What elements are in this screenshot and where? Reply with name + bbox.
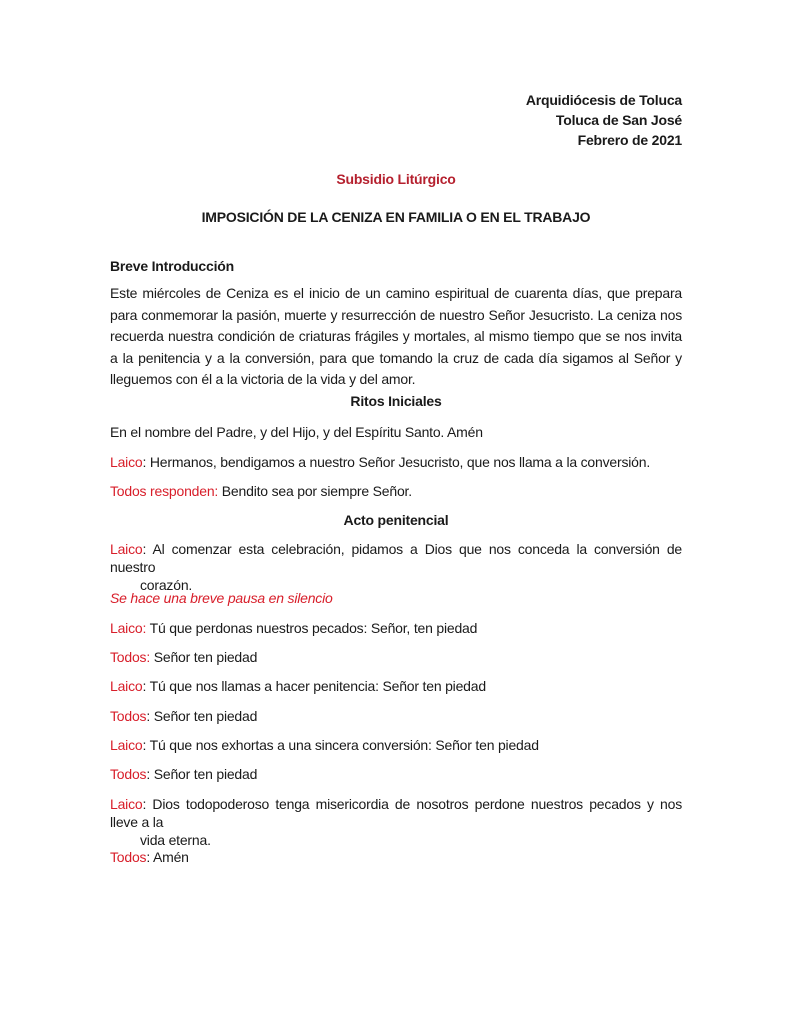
speaker-label: Laico: bbox=[110, 620, 147, 636]
speaker-label: Todos bbox=[110, 708, 147, 724]
dialogue-line: Todos: Señor ten piedad bbox=[110, 766, 258, 782]
speaker-label: Todos bbox=[110, 766, 147, 782]
line-text: Tú que nos llamas a hacer penitencia: Señor ten piedad bbox=[146, 678, 486, 694]
ritos-heading: Ritos Iniciales bbox=[350, 393, 442, 409]
intro-heading: Breve Introducción bbox=[110, 258, 234, 274]
document-title: IMPOSICIÓN DE LA CENIZA EN FAMILIA O EN EL TRABAJO bbox=[201, 209, 591, 225]
line-text: Hermanos, bendigamos a nuestro Señor Jesucristo, que nos llama a la conversión. bbox=[146, 454, 651, 470]
speaker-label: Laico bbox=[110, 737, 143, 753]
speaker-label: Laico bbox=[110, 541, 143, 557]
line-text: Dios todopoderoso tenga misericordia de nosotros perdone nuestros pecados y nos lleve a la bbox=[110, 796, 682, 830]
dialogue-line bbox=[110, 649, 682, 665]
dialogue-line: Laico: Hermanos, bendigamos a nuestro Señor Jesucristo, que nos llama a la conversión. bbox=[110, 454, 651, 470]
dialogue-line: Laico: Dios todopoderoso tenga misericordia de nosotros perdone nuestros pecados y nos lleve a la vida eterna. bbox=[110, 796, 682, 848]
dialogue-line: Laico: Tú que nos exhortas a una sincera conversión: Señor ten piedad bbox=[110, 737, 539, 753]
header-org: Arquidiócesis de Toluca bbox=[525, 92, 682, 108]
dialogue-line: Laico: Tú que nos llamas a hacer penitencia: Señor ten piedad bbox=[110, 678, 486, 694]
dialogue-line: Laico: Al comenzar esta celebración, pidamos a Dios que nos conceda la conversión de nuestro corazón. bbox=[110, 541, 682, 593]
intro-paragraph: Este miércoles de Ceniza es el inicio de un camino espiritual de cuarenta días, que prepara para conmemorar la pasión, muerte y resurrección de nuestro Señor Jesucristo. La ceniza nos recuerda nuestra condición de criaturas frágiles y mortales, al mismo tiempo que se nos invita a la penitencia y a la conversión, para que tomando la cruz de cada día sigamos al Señor y lleguemos con él a la victoria de la vida y del amor. bbox=[110, 285, 682, 388]
line-text: Tú que perdonas nuestros pecados: Señor, ten piedad bbox=[146, 620, 478, 636]
dialogue-line bbox=[110, 483, 682, 499]
rubric: Se hace una breve pausa en silencio bbox=[110, 590, 333, 606]
line-text: Señor ten piedad bbox=[150, 708, 258, 724]
line-text: Señor ten piedad bbox=[150, 649, 258, 665]
speaker-label: Laico bbox=[110, 678, 143, 694]
dialogue-line: Todos: Amén bbox=[110, 849, 189, 865]
line-text: Bendito sea por siempre Señor. bbox=[218, 483, 412, 499]
line-continuation: vida eterna. bbox=[140, 832, 211, 848]
header-place: Toluca de San José bbox=[555, 112, 682, 128]
line-text: Amén bbox=[150, 849, 189, 865]
dialogue-line bbox=[110, 620, 682, 636]
line-text: Señor ten piedad bbox=[150, 766, 258, 782]
sign-of-cross: En el nombre del Padre, y del Hijo, y del Espíritu Santo. Amén bbox=[110, 424, 483, 440]
speaker-label: Todos bbox=[110, 849, 147, 865]
speaker-label: Laico bbox=[110, 454, 143, 470]
subsidio-heading: Subsidio Litúrgico bbox=[336, 171, 456, 187]
acto-heading: Acto penitencial bbox=[343, 512, 449, 528]
line-text: Tú que nos exhortas a una sincera conversión: Señor ten piedad bbox=[146, 737, 539, 753]
speaker-label: Laico bbox=[110, 796, 143, 812]
header-date: Febrero de 2021 bbox=[577, 132, 682, 148]
line-text: Al comenzar esta celebración, pidamos a Dios que nos conceda la conversión de nuestro bbox=[110, 541, 682, 575]
dialogue-line: Todos: Señor ten piedad bbox=[110, 708, 258, 724]
line-continuation: corazón. bbox=[140, 577, 193, 593]
speaker-label: Todos responden: bbox=[110, 483, 219, 499]
speaker-label: Todos: bbox=[110, 649, 151, 665]
